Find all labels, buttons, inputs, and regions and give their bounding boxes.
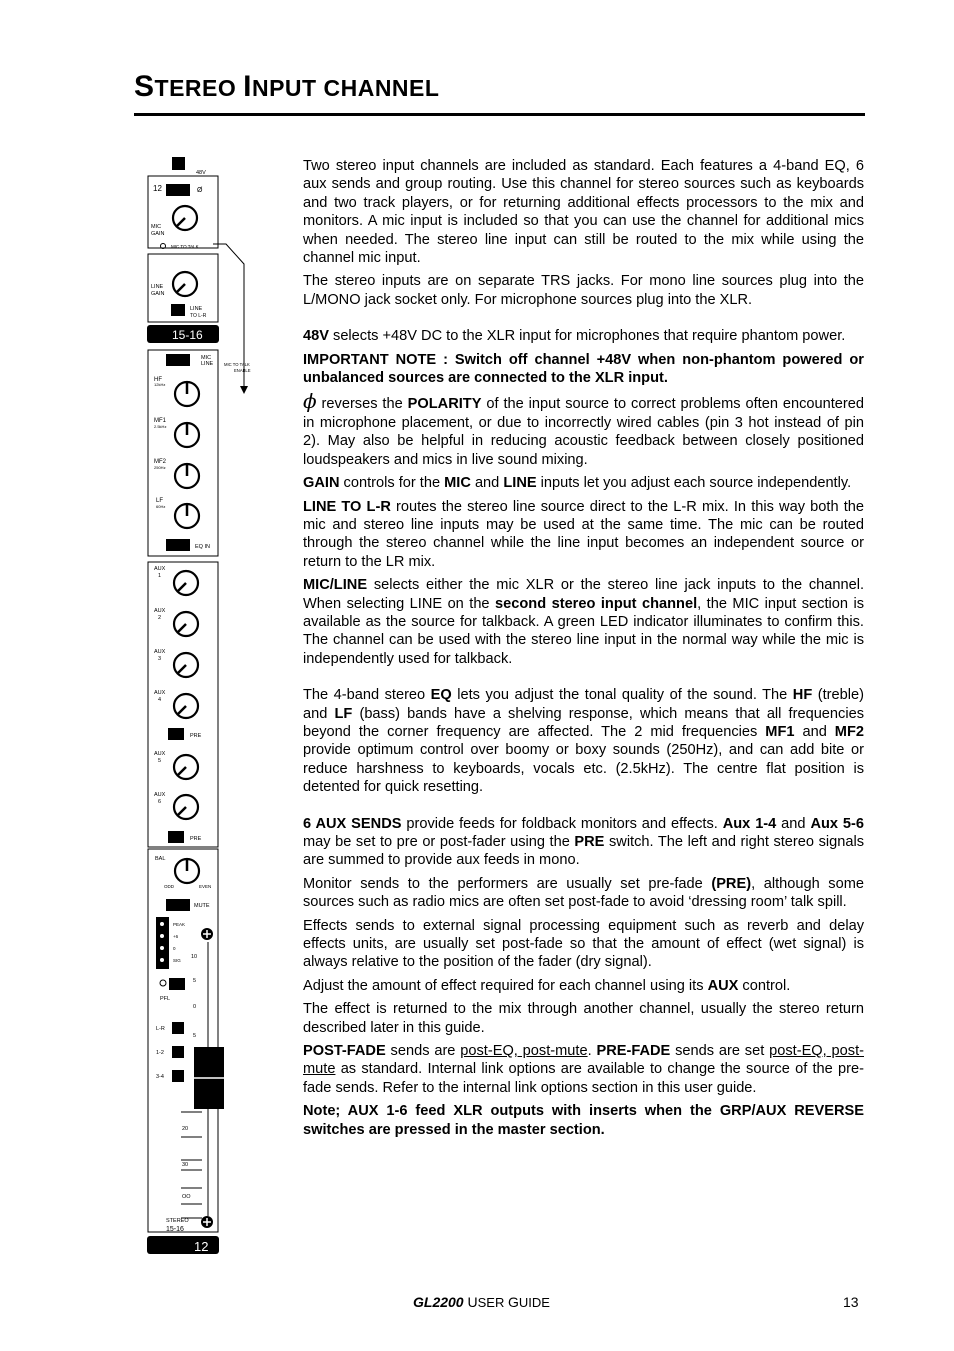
- pre-switch-1-4[interactable]: [168, 728, 184, 740]
- pre-label-5-6: PRE: [190, 836, 202, 842]
- mic-to-talk-label: MIC TO TALK: [171, 244, 199, 249]
- page-title: STEREO INPUT CHANNEL: [134, 70, 440, 103]
- peak-label: PEAK: [173, 922, 186, 927]
- mf2-label: MF2: [154, 459, 166, 465]
- stereo-channel-number: 15-16: [166, 1226, 184, 1233]
- title-rule: [134, 113, 865, 116]
- sig-label: SIG: [173, 958, 181, 963]
- mf1-label: MF1: [154, 418, 166, 424]
- channel-number-small: 12: [153, 184, 162, 193]
- aux5-label: AUX: [154, 751, 166, 757]
- paragraph-effects-sends: Effects sends to external signal processing equipment such as reverb and delay effects units, are usually set post-fade so that the amount of effect (wet signal) is always relative to the position of the fader (dry signal).: [303, 917, 864, 971]
- mf1-freq: 2.5kHz: [154, 424, 167, 429]
- line-gain-label2: GAIN: [151, 291, 165, 297]
- bal-label: BAL: [155, 856, 166, 862]
- line-switch-label: LINE: [201, 361, 214, 367]
- aux3-number: 3: [158, 656, 162, 662]
- paragraph-inputs: The stereo inputs are on separate TRS jacks. For mono line sources plug into the L/MONO jack socket only. For microphone sources plug into the XLR.: [303, 273, 864, 308]
- fader-scale-0: 0: [193, 1004, 197, 1010]
- mute-switch[interactable]: [166, 899, 190, 911]
- line-to-lr-switch[interactable]: [171, 304, 185, 316]
- lf-freq: 60Hz: [156, 504, 166, 509]
- aux2-number: 2: [158, 615, 162, 621]
- group34-label: 3-4: [156, 1074, 164, 1080]
- group34-switch[interactable]: [172, 1070, 184, 1082]
- pfl-switch[interactable]: [169, 978, 185, 990]
- odd-label: ODD: [164, 884, 174, 889]
- pre-label-1-4: PRE: [190, 733, 202, 739]
- channel-label: 15-16: [172, 328, 203, 342]
- aux6-number: 6: [158, 799, 162, 805]
- aux6-label: AUX: [154, 792, 166, 798]
- to-lr-label: TO L-R: [190, 313, 207, 319]
- meter-zero-label: 0: [173, 946, 176, 951]
- aux1-label: AUX: [154, 566, 166, 572]
- paragraph-aux-note: Note; AUX 1-6 feed XLR outputs with inserts when the GRP/AUX REVERSE switches are pressed in the master section.: [303, 1103, 864, 1138]
- meter-plus6-label: +6: [173, 934, 179, 939]
- eq-in-switch[interactable]: [166, 539, 190, 551]
- hf-freq: 12kHz: [154, 382, 166, 387]
- footer-guide-title: GL2200 USER GUIDE: [413, 1294, 550, 1310]
- hf-label: HF: [154, 377, 162, 383]
- mic-switch-label: MIC: [201, 355, 212, 361]
- phase-label: Ø: [197, 187, 203, 194]
- eq-in-label: EQ IN: [195, 544, 210, 550]
- channel-strip-diagram: [144, 152, 274, 1258]
- mute-label: MUTE: [194, 903, 210, 909]
- aux5-number: 5: [158, 758, 162, 764]
- paragraph-48v: 48V selects +48V DC to the XLR input for microphones that require phantom power.: [303, 328, 846, 345]
- mic-line-switch[interactable]: [166, 354, 190, 366]
- fader-scale-5: 5: [193, 978, 197, 984]
- aux3-label: AUX: [154, 649, 166, 655]
- pfl-label: PFL: [160, 996, 171, 1002]
- paragraph-mic-line: MIC/LINE selects either the mic XLR or the stereo line jack inputs to the channel. When selecting LINE on the second stereo input channel, the MIC input section is available as the source for talkback. A green LED indicator illuminates to confirm this. The channel can be used with the stereo line input in the normal way while the mic is independently used for talkback.: [303, 577, 864, 667]
- paragraph-intro: Two stereo input channels are included as standard. Each features a 4-band EQ, 6 aux sends and group routing. Use this channel for stereo sources such as keyboards and two track players, or for returning additional effects processors to the mix and monitors. A mic input is included so that you can use the channel for additional mics when needed. The stereo line input can still be routed to the mix while using the channel mic input.: [303, 158, 864, 267]
- 48v-switch[interactable]: [172, 157, 185, 170]
- lr-route-label: L-R: [156, 1026, 165, 1032]
- lr-route-switch[interactable]: [172, 1022, 184, 1034]
- enable-annotation: ENABLE: [234, 368, 251, 373]
- body-text: [303, 157, 864, 1144]
- paragraph-aux-sends: 6 AUX SENDS provide feeds for foldback monitors and effects. Aux 1-4 and Aux 5-6 may be set to pre or post-fader using the PRE switch. The left and right stereo signals are summed to provide aux feeds in mono.: [303, 815, 864, 869]
- paragraph-important-note: IMPORTANT NOTE : Switch off channel +48V when non-phantom powered or unbalanced sources are connected to the XLR input.: [303, 351, 864, 387]
- paragraph-line-to-lr: LINE TO L-R routes the stereo line source direct to the L-R mix. In this way both the mic and stereo line inputs may be used at the same time. The mic can be routed through the stereo channel while the line input becomes an independent source or return to the LR mix.: [303, 498, 865, 570]
- fader-scale-inf: OO: [182, 1194, 191, 1200]
- paragraph-gain: GAIN controls for the MIC and LINE inputs let you adjust each source independently.: [303, 475, 852, 492]
- phase-switch[interactable]: [166, 184, 190, 196]
- line-to-label: LINE: [190, 306, 203, 312]
- 48v-label: 48V: [196, 170, 206, 176]
- group12-switch[interactable]: [172, 1046, 184, 1058]
- mic-to-talk-annotation: MIC TO TALK: [224, 362, 250, 367]
- fader-scale-5b: 5: [193, 1033, 197, 1039]
- fader-scale-20: 20: [182, 1126, 189, 1132]
- fader-scale-30: 30: [182, 1162, 189, 1168]
- fader-scale-10: 10: [191, 954, 198, 960]
- line-gain-label: LINE: [151, 284, 164, 290]
- paragraph-post-pre-fade: POST-FADE sends are post-EQ, post-mute. PRE-FADE sends are set post-EQ, post-mute as standard. Internal link options are available to change the source of the pre-fade sends. Refer to the internal link options section in this user guide.: [303, 1043, 864, 1096]
- mf2-freq: 250Hz: [154, 465, 166, 470]
- aux4-label: AUX: [154, 690, 166, 696]
- paragraph-polarity: ϕ reverses the POLARITY of the input source to correct problems often encountered in microphone placement, or due to incorrectly wired cables (pin 3 hot instead of pin 2). May also be helpful in reducing acoustic feedback between closely positioned loudspeakers and mics in live sound mixing.: [303, 389, 864, 468]
- paragraph-effect-return: The effect is returned to the mix through another channel, usually the stereo return described later in this guide.: [303, 1001, 864, 1036]
- aux2-label: AUX: [154, 608, 166, 614]
- paragraph-monitor-sends: Monitor sends to the performers are usually set pre-fade (PRE), although some sources such as radio mics are often set post-fade to avoid ‘dressing room’ talk spill.: [303, 875, 864, 911]
- aux1-number: 1: [158, 573, 162, 579]
- even-label: EVEN: [199, 884, 212, 889]
- paragraph-adjust-effect: Adjust the amount of effect required for each channel using its AUX control.: [303, 977, 791, 994]
- lf-label: LF: [156, 498, 164, 504]
- stereo-label: STEREO: [166, 1218, 189, 1224]
- page-number: 13: [843, 1294, 859, 1310]
- aux4-number: 4: [158, 697, 162, 703]
- mic-gain-label2: GAIN: [151, 231, 165, 237]
- mic-gain-label: MIC: [151, 224, 162, 230]
- bottom-channel-number: 12: [194, 1239, 209, 1254]
- pre-switch-5-6[interactable]: [168, 831, 184, 843]
- group12-label: 1-2: [156, 1050, 164, 1056]
- paragraph-eq: The 4-band stereo EQ lets you adjust the tonal quality of the sound. The HF (treble) and LF (bass) bands have a shelving response, which means that all frequencies beyond the corner frequency are affected. The 2 mid frequencies MF1 and MF2 provide optimum control over boomy or boxy sounds (250Hz), and can add bite or reduce harshness to keyboards, vocals etc. (2.5kHz). The centre flat position is detented for quick resetting.: [303, 687, 864, 796]
